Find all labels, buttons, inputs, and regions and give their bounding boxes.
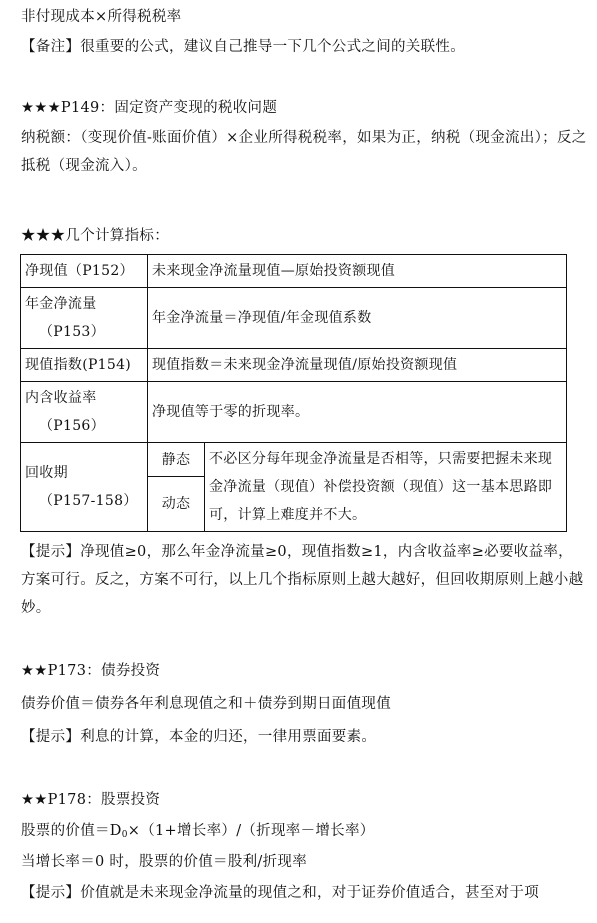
metric-name: 年金净流量	[25, 296, 97, 312]
formula-line: 非付现成本×所得税税率	[21, 9, 182, 25]
tip-bond: 【提示】利息的计算，本金的归还，一律用票面要素。	[21, 729, 377, 745]
table-row	[21, 443, 567, 477]
metric-ref: （P153）	[39, 324, 105, 340]
metrics-table	[20, 254, 567, 532]
metric-name: 内含收益率	[25, 390, 97, 406]
section-heading-p149: ★★★P149：固定资产变现的税收问题	[21, 100, 278, 116]
table-row	[21, 349, 567, 382]
section-text-p149: 纳税额：（变现价值-账面价值）×企业所得税税率，如果为正，纳税（现金流出）；反之抵税（现金流入）。	[21, 130, 587, 174]
metric-name-cell	[21, 382, 148, 443]
payback-static-label: 静态	[148, 443, 205, 477]
table-row	[21, 255, 567, 288]
metric-name-cell	[21, 443, 148, 532]
metric-desc: 不必区分每年现金净流量是否相等，只需要把握未来现金净流量（现值）补偿投资额（现值）这一基本思路即可，计算上难度并不大。	[205, 443, 567, 532]
payback-dynamic-label: 动态	[148, 477, 205, 532]
section-heading-p173: ★★P173：债券投资	[21, 663, 161, 679]
metric-desc: 现值指数＝未来现金净流量现值/原始投资额现值	[148, 349, 567, 382]
metric-name: 回收期	[25, 465, 68, 481]
section-heading-metrics: ★★★几个计算指标：	[21, 228, 169, 244]
metric-name: 现值指数(P154)	[21, 349, 148, 382]
metric-name: 净现值（P152）	[21, 255, 148, 288]
bond-value-formula: 债券价值＝债券各年利息现值之和＋债券到期日面值现值	[21, 696, 391, 712]
metric-ref: （P156）	[39, 418, 105, 434]
tip-metrics: 【提示】净现值≥0，那么年金净流量≥0，现值指数≥1，内含收益率≥必要收益率，方案可行。反之，方案不可行，以上几个指标原则上越大越好，但回收期原则上越小越妙。	[21, 544, 584, 616]
metric-name-cell	[21, 288, 148, 349]
section-heading-p178: ★★P178：股票投资	[21, 792, 161, 808]
formula-part: 股票的价值＝D	[21, 823, 122, 839]
formula-subscript: 0	[121, 830, 128, 840]
metric-desc: 未来现金净流量现值—原始投资额现值	[148, 255, 567, 288]
metric-ref: （P157-158）	[39, 493, 138, 509]
metric-desc: 年金净流量＝净现值/年金现值系数	[148, 288, 567, 349]
table-row	[21, 382, 567, 443]
note-remark: 【备注】很重要的公式，建议自己推导一下几个公式之间的关联性。	[21, 39, 465, 55]
tip-stock: 【提示】价值就是未来现金净流量的现值之和，对于证券价值适合，甚至对于项	[21, 885, 539, 901]
zero-growth-formula: 当增长率＝0 时，股票的价值＝股利/折现率	[21, 854, 308, 870]
table-row	[21, 288, 567, 349]
formula-part: ×（1+增长率）/（折现率－增长率）	[127, 823, 375, 839]
metric-desc: 净现值等于零的折现率。	[148, 382, 567, 443]
stock-value-formula	[21, 821, 587, 845]
